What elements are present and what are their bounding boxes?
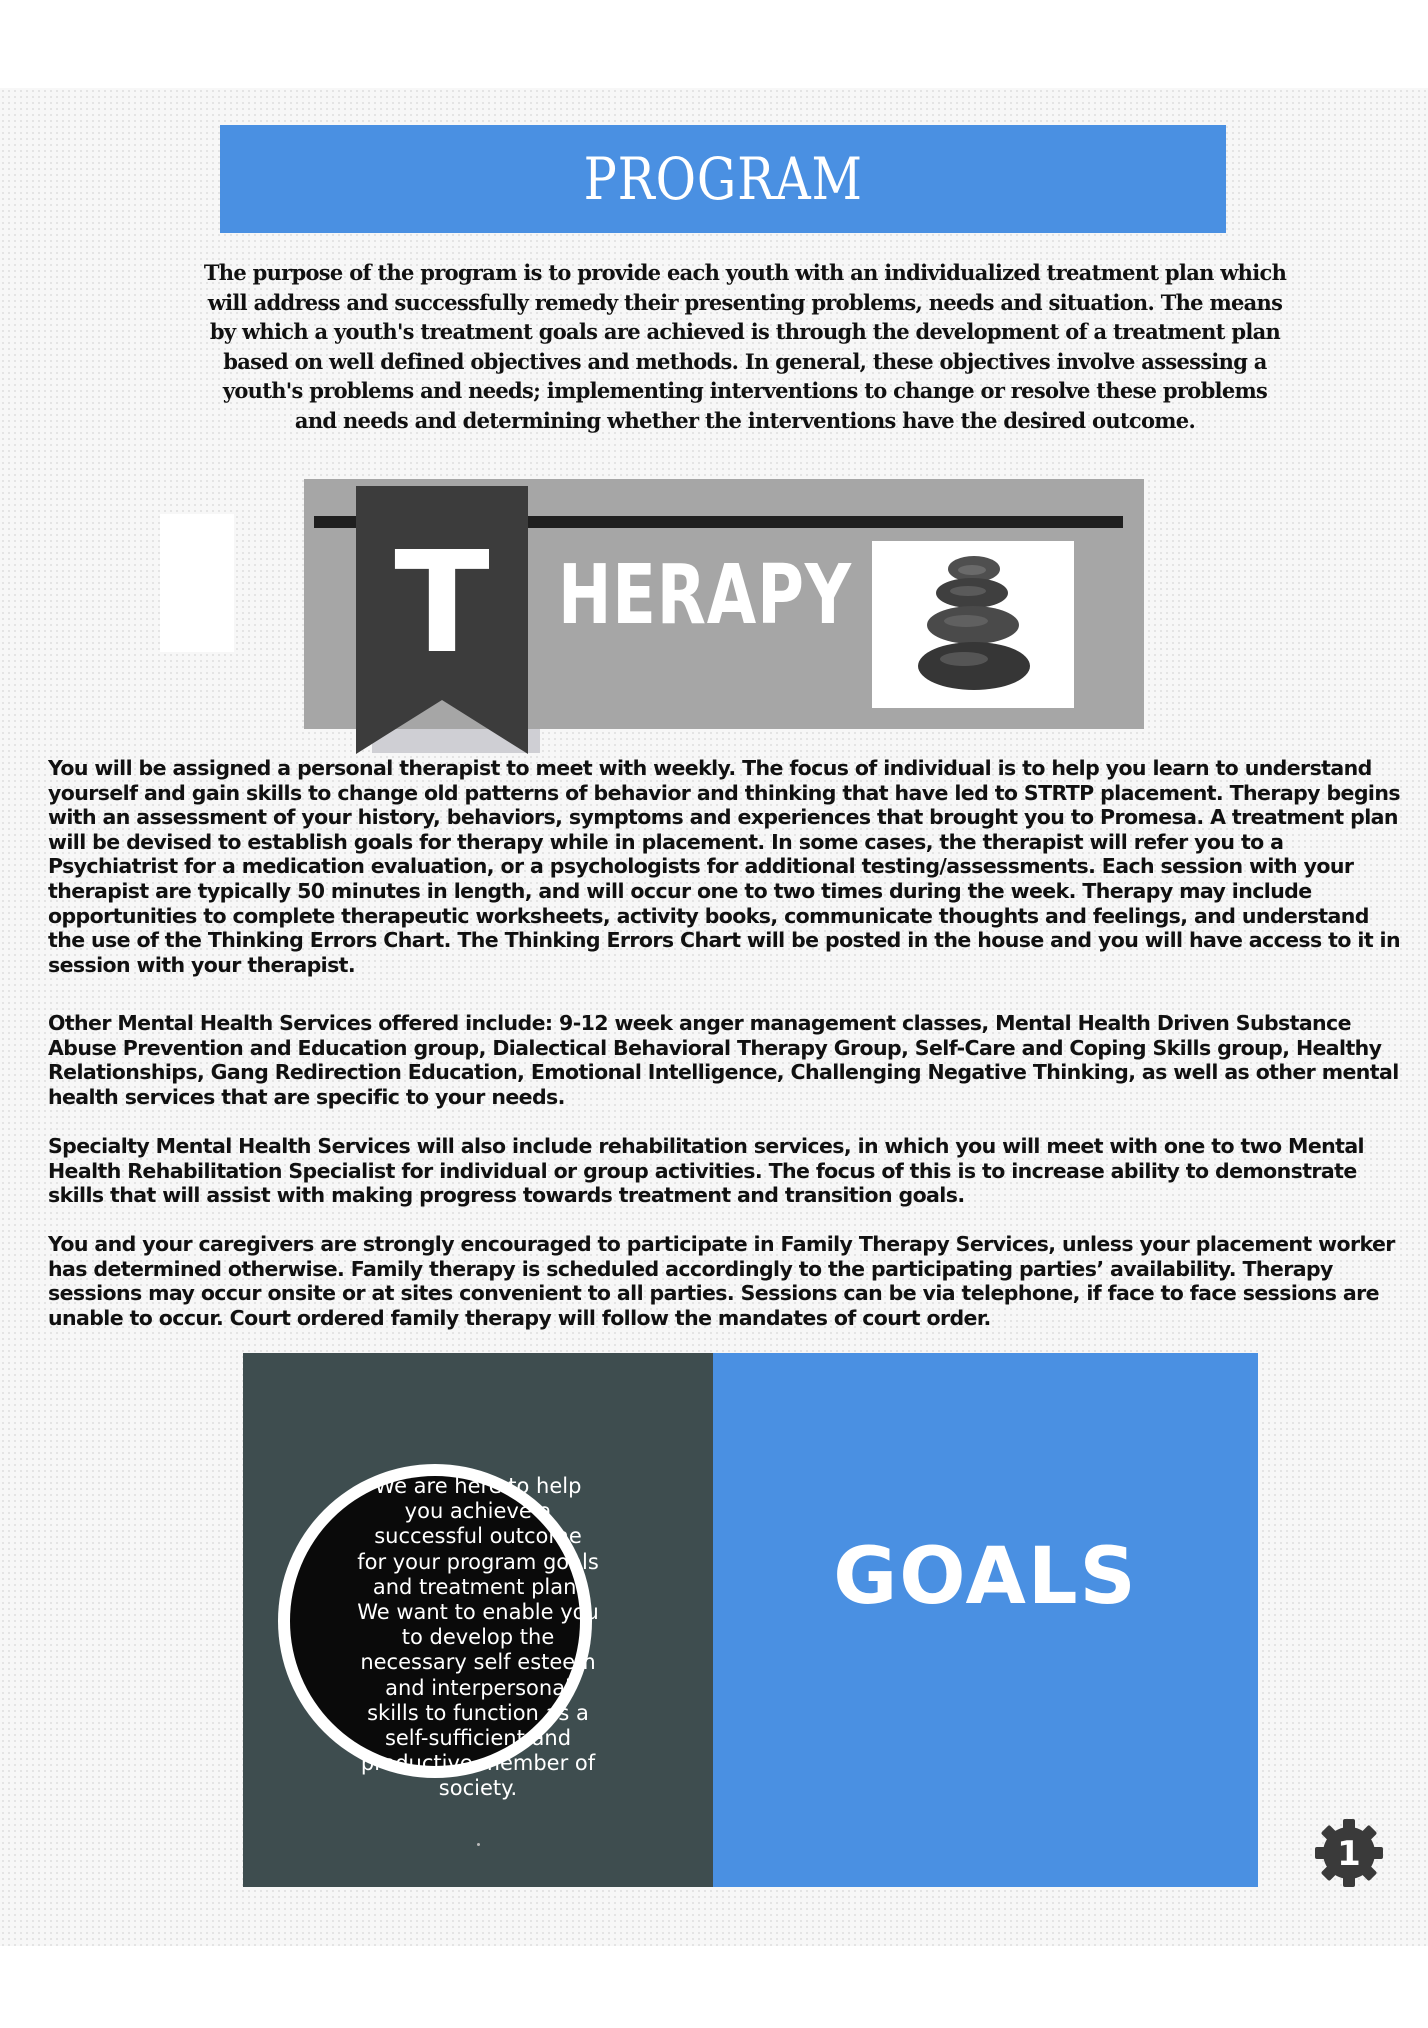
paragraph-other-services: Other Mental Health Services offered include: 9-12 week anger management classes, Mental Health Driven Substance Abuse Prevention and Education group, Dialectical Behavioral Therapy Group, Self-Care and Coping Skills group, Healthy Relationships, Gang Redirection Education, Emotional Intelligence, Challenging Negative Thinking, as well as other mental health services that are specific to your needs. [48, 1011, 1399, 1109]
ribbon-initial: T [394, 522, 490, 685]
goals-title: GOALS [833, 1532, 1138, 1622]
goals-message-line: self-sufficient and [384, 1726, 572, 1751]
goals-message-line: society. [438, 1776, 518, 1801]
goals-message-line: for your program goals [357, 1549, 599, 1574]
gear-icon [1313, 1817, 1385, 1889]
goals-message-line: successful outcome [374, 1524, 582, 1549]
goals-message-line: We are here to help [374, 1474, 582, 1498]
goals-message-line: and interpersonal [385, 1675, 571, 1700]
intro-paragraph: The purpose of the program is to provide each youth with an individualized treatment plan which will address and successfully remedy their presenting problems, needs and situation. The means by which a youth's treatment goals are achieved is through the development of a treatment plan based on well defined objectives and methods. In general, these objectives involve assessing a youth's problems and needs; implementing interventions to change or resolve these problems and needs and determining whether the interventions have the desired outcome. [203, 260, 1287, 433]
goals-message-line: necessary self esteem [360, 1650, 596, 1675]
goals-message-line: you achieve a [404, 1499, 552, 1524]
goals-message-line: productive member of [360, 1751, 596, 1776]
decorative-white-box [160, 514, 234, 652]
therapy-ribbon [356, 486, 528, 754]
page-number: 1 [1337, 1834, 1361, 1874]
paragraph-specialty-services: Specialty Mental Health Services will also include rehabilitation services, in which you will meet with one to two Mental Health Rehabilitation Specialist for individual or group activities. The focus of this is to increase ability to demonstrate skills that will assist with making progress towards treatment and transition goals. [48, 1134, 1364, 1208]
therapy-title: HERAPY [558, 548, 852, 643]
page-title: PROGRAM [583, 145, 863, 213]
goals-message-line: and treatment plan. [372, 1574, 584, 1599]
stacked-stones-icon [872, 541, 1074, 708]
decorative-dot [477, 1843, 480, 1846]
goals-message [333, 1474, 623, 1802]
goals-message-line: to develop the [401, 1625, 555, 1650]
paragraph-individual-therapy: You will be assigned a personal therapist to meet with weekly. The focus of individual is to help you learn to understand yourself and gain skills to change old patterns of behavior and thinking that have led to STRTP placement. Therapy begins with an assessment of your history, behaviors, symptoms and experiences that brought you to Promesa. A treatment plan will be devised to establish goals for therapy while in placement. In some cases, the therapist will refer you to a Psychiatrist for a medication evaluation, or a psychologists for additional testing/assessments. Each session with your therapist are typically 50 minutes in length, and will occur one to two times during the week. Therapy may include opportunities to complete therapeutic worksheets, activity books, communicate thoughts and feelings, and understand the use of the Thinking Errors Chart. The Thinking Errors Chart will be posted in the house and you will have access to it in session with your therapist. [48, 756, 1400, 977]
stones-frame [872, 541, 1074, 708]
goals-message-line: We want to enable you [357, 1600, 599, 1625]
paragraph-family-therapy: You and your caregivers are strongly encouraged to participate in Family Therapy Services, unless your placement worker has determined otherwise. Family therapy is scheduled accordingly to the participating parties’ availability. Therapy sessions may occur onsite or at sites convenient to all parties. Sessions can be via telephone, if face to face sessions are unable to occur. Court ordered family therapy will follow the mandates of court order. [48, 1232, 1395, 1330]
goals-message-line: skills to function as a [367, 1700, 589, 1725]
program-banner [220, 125, 1226, 233]
